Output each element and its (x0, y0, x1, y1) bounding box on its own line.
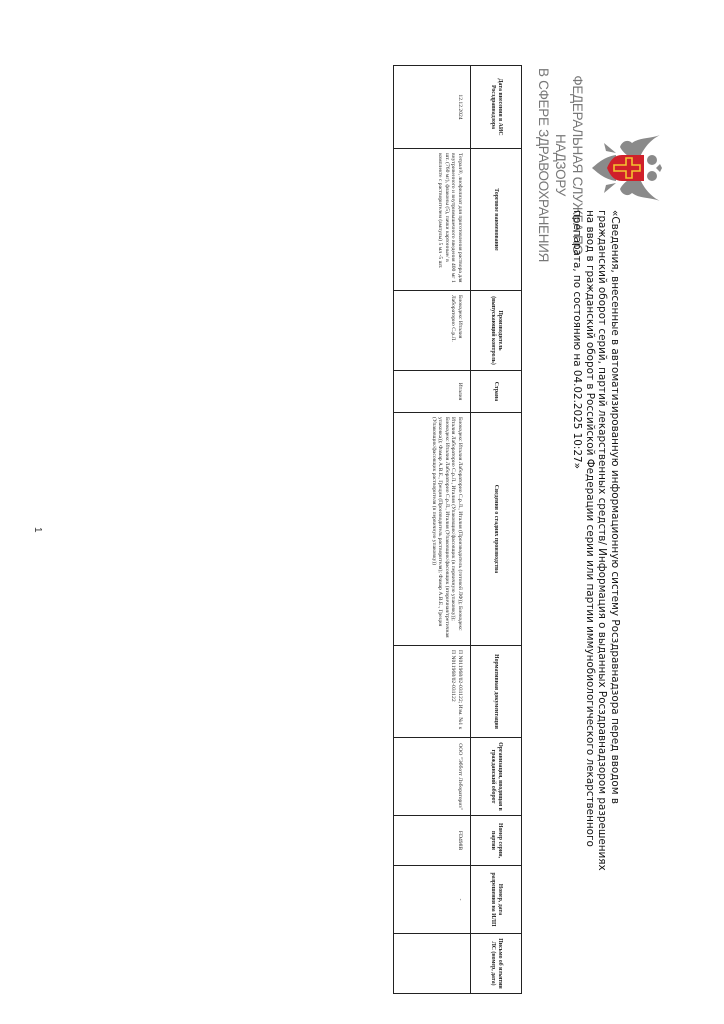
column-header-permission: Номер, дата разрешения на ИЛП (471, 866, 522, 934)
title-line: гражданский оборот серий, партий лекарственных средств/ Информация о выданных Росздравнадзором разрешениях (596, 210, 609, 871)
column-header-entry-date: Дата внесения в АИС Росздравнадзора (471, 66, 522, 149)
cell-manufacturer: Биокодекс Италия Лабораторио С.р.Л. (394, 291, 471, 371)
title-line: на ввод в гражданский оборот в Российской Федерации серии или партии иммунобиологического лекарственного (583, 210, 596, 847)
column-header-series-number: Номер серии, партии (471, 816, 522, 866)
cell-withdrawal-letter (394, 934, 471, 994)
page-number: 1 (32, 527, 43, 533)
table-header-row (471, 66, 522, 994)
column-header-organization: Организация, вводящая в гражданский оборот (471, 738, 522, 816)
table-row (394, 66, 471, 994)
org-name-line-2: В СФЕРЕ ЗДРАВООХРАНЕНИЯ (536, 67, 551, 263)
cell-regulatory-docs: П N011968/02-031122; Изм. №1 к П N011968/02-031122 (394, 646, 471, 738)
column-header-production-stages: Сведения о стадиях производства (471, 413, 522, 646)
cell-series-number: FD498B (394, 816, 471, 866)
column-header-trade-name: Торговое наименование (471, 149, 522, 291)
title-line: «Сведения, внесенные в автоматизированную информационную систему Росздравнадзора перед вводом в (609, 210, 621, 805)
column-header-manufacturer: Производитель (выпускающий контроль) (471, 291, 522, 371)
cell-production-stages: Биокодекс Италия Лабораторио С.р.Л., Италия (Производитель (готовой ЛФ)); Биокодекс Италия Лабораторио С.р.Л., Италия (Упаковщик/фасовщик (в первичную упаковку)); Биокодекс Италия Лабораторио С.р.Л., Италия (Упаковщик/фасовщик (вторичная/третичная упаковка)); Фамар А.В.Е., Греция (Производитель растворителя); Фамар А.В.Е., Греция (Упаковщик/фасовщик растворителя (в первичную упаковку)) (394, 413, 471, 646)
cell-permission: - (394, 866, 471, 934)
column-header-withdrawal-letter: Письмо об изъятии ЛС (номер, дата) (471, 934, 522, 994)
column-header-regulatory-docs: Нормативная документация (471, 646, 522, 738)
series-info-table (393, 65, 522, 994)
roszdravnadzor-emblem-icon (590, 133, 662, 203)
column-header-country: Страна (471, 371, 522, 413)
cell-country: Италия (394, 371, 471, 413)
cell-organization: ООО "Эбботт Лэбораториз" (394, 738, 471, 816)
cell-entry-date: 12.12.2024 (394, 66, 471, 149)
title-line: препарата, по состоянию на 04.02.2025 10:27» (571, 210, 584, 469)
org-name-line-1: ФЕДЕРАЛЬНАЯ СЛУЖБА ПО НАДЗОРУ (553, 75, 585, 255)
document-title (571, 210, 621, 1010)
cell-trade-name: Тетрал®, лиофилизат для приготовления раствора для внутривенного и внутримышечного введения 400 мг 1 шт. (760 мг), флаконы (5), пачки картонные/ в комплекте с растворителем (ампулы) 5 мл -5 шт. (394, 149, 471, 291)
